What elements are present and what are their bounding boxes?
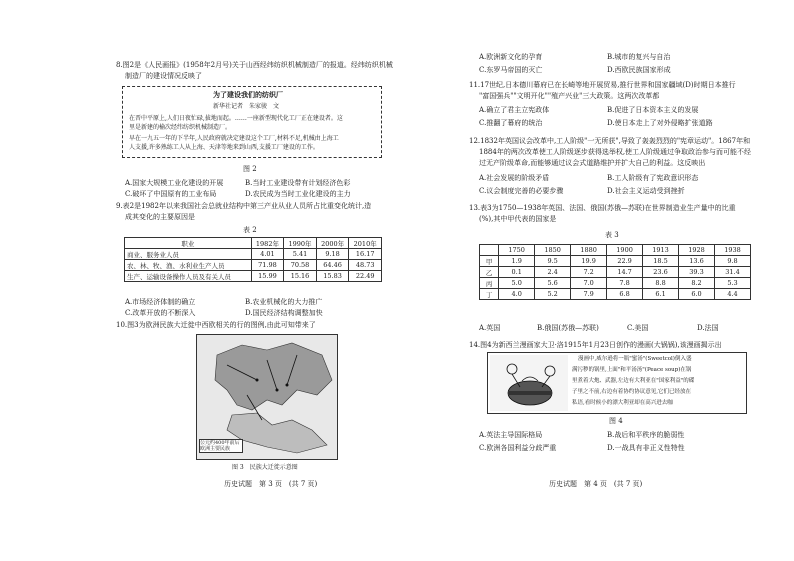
q12-option-d: D.社会主义运动受到挫折	[607, 187, 685, 195]
table3-cell: 13.6	[679, 256, 715, 267]
table2-cell: 70.58	[284, 260, 317, 271]
q12-option-c: C.议会制度完善的必要步骤	[479, 187, 564, 195]
table3-cell: 39.3	[679, 267, 715, 278]
cartoon-drawing	[490, 355, 568, 411]
table3-header-cell: 1938	[715, 245, 751, 256]
figure3-caption: 图 3 民族大迁徙示意图	[232, 464, 298, 471]
q8-option-c: C.破坏了中国原有的工业布局	[125, 190, 217, 198]
table2-cell: 15.16	[284, 271, 317, 282]
table3-header-cell: 1880	[571, 245, 607, 256]
q11-line2: "富国强兵""文明开化""殖产兴业"三大政策。这两次改革都	[479, 92, 660, 100]
figure4-caption: 图 4	[609, 417, 623, 425]
table3-cell: 7.0	[571, 278, 607, 289]
q9-option-a: A.市场经济体制的确立	[125, 298, 196, 306]
table3-header-cell	[480, 245, 499, 256]
q8-option-a: A.国家大规模工业化建设的开展	[125, 179, 224, 187]
table3-header-row	[480, 245, 751, 256]
table2-cell: 5.41	[284, 249, 317, 260]
q10-option-a: A.欧洲新文化的孕育	[479, 53, 543, 61]
table3-header-cell: 1750	[499, 245, 535, 256]
box-para2b: 人支援,许多熟练工人从上海、天津等地来到山西,支援工厂建设的工作。	[129, 144, 319, 151]
table3-cell: 31.4	[715, 267, 751, 278]
table2-header-row	[125, 238, 382, 249]
cartoon-desc-4: 子里之不前,右边有着协约协议意见,它们已经放在	[572, 389, 691, 395]
q10-stem: 10.图3为欧洲民族大迁徙中西欧相关的行的图例,由此可知带来了	[116, 321, 316, 329]
q13-line2: (%),其中甲代表的国家是	[479, 215, 557, 223]
table3-row	[480, 289, 751, 300]
table2-header-cell: 1982年	[251, 238, 284, 249]
table2-cell: 64.46	[316, 260, 349, 271]
table3-cell: 2.4	[535, 267, 571, 278]
q8-option-b: B.当时工业建设带有计划经济色彩	[245, 179, 351, 187]
q14-option-a: A.英法主导国际格局	[479, 431, 543, 439]
q9-line2: 成其变化的主要原因是	[125, 213, 195, 221]
table2-header-cell: 2010年	[349, 238, 382, 249]
q14-option-c: C.欧洲各国利益分歧严重	[479, 444, 557, 452]
table2-row	[125, 249, 382, 260]
table3-cell: 4.4	[715, 289, 751, 300]
table3-header-cell: 1850	[535, 245, 571, 256]
cartoon-desc-1: 漫画中,威尔逊将一瓶"蜜汤"(Sweetcol)倒入盛	[578, 356, 692, 362]
q13-option-c: C.美国	[627, 324, 649, 332]
figure2-caption: 图 2	[243, 165, 257, 173]
table2-cell: 农、林、牧、渔、水利业生产人员	[125, 260, 252, 271]
map-legend: 公元约400年前后 欧洲主要民族	[199, 439, 243, 453]
q13-option-b: B.俄国(苏俄—苏联)	[537, 324, 599, 332]
table2-row	[125, 271, 382, 282]
table2-cell: 48.73	[349, 260, 382, 271]
news-excerpt-box	[122, 86, 382, 158]
q8-option-d: D.农民成为当时工业化建设的主力	[245, 190, 351, 198]
table3-cell: 丁	[480, 289, 499, 300]
table3-row	[480, 256, 751, 267]
table2-header-cell: 职业	[125, 238, 252, 249]
right-page	[397, 0, 794, 561]
q11-option-b: B.促进了日本资本主义的发展	[607, 106, 699, 114]
cartoon-figure	[487, 352, 747, 414]
q11-option-c: C.推翻了幕府的统治	[479, 119, 543, 127]
q11-option-d: D.使日本走上了对外侵略扩张道路	[607, 119, 713, 127]
table2-cell: 16.17	[349, 249, 382, 260]
table3-cell: 5.2	[535, 289, 571, 300]
q12-line1: 12.1832年英国议会改革中,工人阶级"一无所获",导致了轰轰烈烈的"宪章运动"。1867年和	[469, 137, 751, 145]
table3-cell: 7.8	[607, 278, 643, 289]
table3-header-cell: 1928	[679, 245, 715, 256]
table3-cell: 甲	[480, 256, 499, 267]
q9-option-d: D.国民经济结构调整加快	[245, 309, 323, 317]
table3-row	[480, 278, 751, 289]
table3-cell: 0.1	[499, 267, 535, 278]
table3-cell: 8.2	[679, 278, 715, 289]
cartoon-desc-2: 满污秽的锅里,上面"和平汤汤"(Peace soup)在锅	[572, 367, 692, 373]
table2-cell: 商业、服务业人员	[125, 249, 252, 260]
q10-option-c: C.东罗马帝国的灭亡	[479, 66, 543, 74]
q8-intro-line2: 制造厂的建设情况反映了	[125, 72, 202, 80]
table2-header-cell: 2000年	[316, 238, 349, 249]
table2-cell: 4.01	[251, 249, 284, 260]
table2-cell: 22.49	[349, 271, 382, 282]
table3-cell: 22.9	[607, 256, 643, 267]
q11-line1: 11.17世纪,日本德川幕府已在长崎等地开展贸易,推行世界和国家疆域(D)时期日本推行	[469, 81, 736, 89]
q13-option-a: A.英国	[479, 324, 501, 332]
table3-title: 表 3	[605, 231, 619, 239]
table3	[479, 244, 751, 300]
cartoon-desc-3: 里煮着大炮、武器,左边有大利亚在"国家利益"的碟	[572, 378, 695, 384]
table3-cell: 6.0	[679, 289, 715, 300]
q13-option-d: D.法国	[697, 324, 719, 332]
table3-row	[480, 267, 751, 278]
table2	[124, 237, 382, 282]
table3-cell: 1.9	[499, 256, 535, 267]
table3-cell: 23.6	[643, 267, 679, 278]
box-para2a: 早在一九五一年的下半年,人民政府就决定建设这个工厂,材料不足,机械由上海工	[129, 135, 339, 142]
page-footer-left: 历史试题 第 3 页 (共 7 页)	[224, 480, 318, 488]
cartoon-desc-5: 私语,看时候小的漂大利亚却在高兴进去咖	[572, 400, 673, 406]
q12-option-a: A.社会发展的阶级矛盾	[479, 174, 550, 182]
table3-header-cell: 1900	[607, 245, 643, 256]
page-footer-right: 历史试题 第 4 页 (共 7 页)	[549, 480, 643, 488]
q10-option-d: D.西欧民族国家形成	[607, 66, 671, 74]
table3-cell: 9.8	[715, 256, 751, 267]
table3-cell: 18.5	[643, 256, 679, 267]
table3-cell: 乙	[480, 267, 499, 278]
q11-option-a: A.确立了君主立宪政体	[479, 106, 550, 114]
table2-cell: 9.18	[316, 249, 349, 260]
table2-row	[125, 260, 382, 271]
q12-option-b: B.工人阶级有了宪政意识形态	[607, 174, 699, 182]
table3-cell: 5.0	[499, 278, 535, 289]
table3-cell: 14.7	[607, 267, 643, 278]
q10-option-b: B.城市的复兴与自治	[607, 53, 671, 61]
table2-cell: 71.98	[251, 260, 284, 271]
q9-option-b: B.农业机械化的大力推广	[245, 298, 323, 306]
table3-cell: 8.8	[643, 278, 679, 289]
table3-cell: 19.9	[571, 256, 607, 267]
q13-line1: 13.表3为1750—1938年英国、法国、俄国(苏俄—苏联)在世界制造业生产量中的比重	[469, 204, 736, 212]
table3-cell: 丙	[480, 278, 499, 289]
table3-cell: 7.9	[571, 289, 607, 300]
table2-header-cell: 1990年	[284, 238, 317, 249]
table3-cell: 6.8	[607, 289, 643, 300]
box-byline: 新华社记者 朱家骏 文	[213, 103, 280, 110]
table2-title: 表 2	[243, 226, 257, 234]
q9-line1: 9.表2是1982年以来我国社会总就业结构中第三产业从业人员所占比重变化统计,造	[116, 202, 372, 210]
table2-cell: 15.99	[251, 271, 284, 282]
box-para1b: 里是新建的榆次经纬纺织机械制造厂。	[129, 124, 232, 131]
q12-line2: 1884年的两次改革使工人阶级逐步获得选举权,使工人阶级通过争取政治参与而可能不经	[479, 148, 752, 156]
q14-stem: 14.图4为新西兰漫画家大卫·洛1915年1月23日创作的漫画(大锅锅),该漫画揭示出	[469, 341, 722, 349]
table3-header-cell: 1913	[643, 245, 679, 256]
box-para1a: 在晋中平原上,人们日夜忙碌,拔地而起。……一座新型现代化工厂正在建设者。这	[129, 115, 343, 122]
q14-option-b: B.战后和平秩序的脆弱性	[607, 431, 685, 439]
box-title: 为了建设我们的纺织厂	[213, 90, 283, 99]
table3-cell: 5.3	[715, 278, 751, 289]
q8-intro-line1: 8.图2是《人民画报》(1958年2月号)关于山西经纬纺织机械制造厂的报道。经纬纺织机械	[116, 61, 393, 69]
table3-cell: 7.2	[571, 267, 607, 278]
q14-option-d: D.一战具有非正义性特性	[607, 444, 685, 452]
table2-cell: 生产、运输设备操作人员及有关人员	[125, 271, 252, 282]
table2-cell: 15.83	[316, 271, 349, 282]
table3-cell: 6.1	[643, 289, 679, 300]
table3-cell: 5.6	[535, 278, 571, 289]
migration-map	[196, 334, 338, 460]
table3-cell: 4.0	[499, 289, 535, 300]
q9-option-c: C.改革开放的不断深入	[125, 309, 196, 317]
q12-line3: 过无产阶级革命,而能够通过议会式道路维护并扩大自己的利益。这反映出	[479, 159, 706, 167]
table3-cell: 9.5	[535, 256, 571, 267]
